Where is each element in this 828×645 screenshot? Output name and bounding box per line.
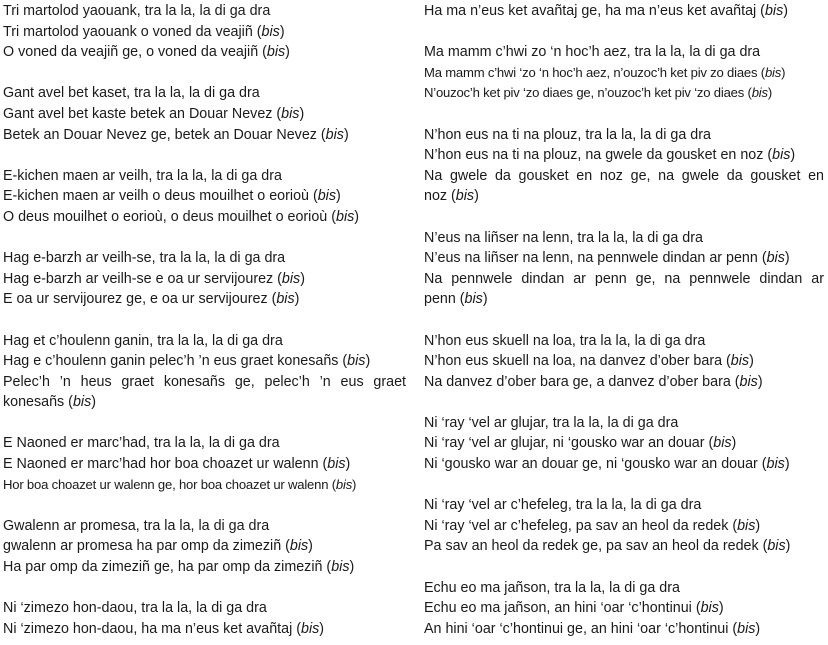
lyric-line — [424, 42, 824, 63]
stanza-gap — [3, 228, 406, 249]
lyric-text: gwalenn ar promesa ha par omp da zimeziñ — [3, 538, 282, 555]
lyric-line: Gant avel bet kaste betek an Douar Nevez (bis) — [3, 105, 305, 122]
lyric-text: noz — [424, 188, 448, 205]
lyric-line: Ni ‘gousko war an douar ge, ni ‘gousko war an douar (bis) — [424, 456, 790, 473]
lyric-line — [424, 331, 824, 352]
bis-marker: bis — [751, 85, 768, 101]
stanza-gap — [424, 104, 824, 125]
bis-marker: bis — [700, 600, 719, 617]
lyrics-column-left — [3, 1, 406, 639]
lyric-line: E Naoned er marc’had hor boa choazet ur walenn (bis) — [3, 456, 351, 473]
lyric-line: Hag e c’houlenn ganin pelec’h ’n eus graet konesañs (bis) — [3, 353, 371, 370]
lyric-line: Ha ma n’eus ket avañtaj ge, ha ma n’eus ket avañtaj (bis) — [424, 3, 788, 19]
lyric-line: noz (bis) — [424, 188, 479, 205]
bis-marker: bis — [739, 373, 758, 390]
lyric-line — [3, 166, 406, 187]
lyric-line — [3, 598, 406, 619]
lyric-text: Gwalenn ar promesa, tra la la, la di ga dra — [3, 517, 270, 534]
stanza — [3, 166, 406, 228]
stanza — [424, 42, 824, 104]
bis-marker: bis — [730, 353, 750, 370]
lyric-line: N’hon eus skuell na loa, na danvez d’ober bara (bis) — [424, 353, 754, 370]
bis-marker: bis — [261, 23, 280, 40]
bis-marker: bis — [737, 517, 756, 534]
lyric-line — [424, 578, 824, 599]
lyric-line — [424, 269, 824, 290]
lyric-text: Hor boa choazet ur walenn ge, hor boa choazet ur walenn — [3, 476, 329, 492]
lyric-line: Pa sav an heol da redek ge, pa sav an heol da redek (bis) — [424, 538, 791, 555]
stanza — [3, 516, 406, 578]
lyric-text: Echu eo ma jañson, an hini ‘oar ‘c’hontinui — [424, 600, 692, 617]
lyric-line — [3, 331, 406, 352]
stanza — [3, 331, 406, 413]
lyric-line: Betek an Douar Nevez ge, betek an Douar Nevez (bis) — [3, 126, 349, 143]
lyric-text: N’eus na liñser na lenn, tra la la, la di ga dra — [424, 229, 703, 246]
stanza-gap — [424, 392, 824, 413]
stanza — [3, 433, 406, 495]
bis-marker: bis — [335, 476, 353, 492]
lyric-text: N’eus na liñser na lenn, na pennwele dindan ar penn — [424, 250, 758, 267]
lyrics-column-right — [424, 1, 824, 639]
stanza — [3, 83, 406, 145]
lyric-line — [3, 83, 406, 104]
lyric-text: penn — [424, 291, 456, 308]
lyric-text: Hag e-barzh ar veilh-se, tra la la, la di ga dra — [3, 250, 286, 267]
bis-marker: bis — [301, 620, 320, 637]
lyric-text: Na pennwele dindan ar penn ge, na pennwele dindan ar — [424, 270, 824, 287]
lyric-text: Ni ‘ray ‘vel ar c’hefeleg, pa sav an heol da redek — [424, 517, 729, 534]
stanza-gap — [3, 63, 406, 84]
lyric-line: konesañs (bis) — [3, 394, 96, 411]
bis-marker: bis — [772, 147, 791, 164]
bis-marker: bis — [764, 3, 784, 19]
lyric-line: An hini ‘oar ‘c’hontinui ge, an hini ‘oar ‘c’hontinui (bis) — [424, 620, 761, 637]
bis-marker: bis — [276, 291, 295, 308]
lyric-text: Echu eo ma jañson, tra la la, la di ga dra — [424, 579, 680, 596]
stanza-gap — [3, 310, 406, 331]
lyric-line: Hor boa choazet ur walenn ge, hor boa choazet ur walenn (bis) — [3, 476, 357, 492]
stanza — [424, 495, 824, 557]
stanza-gap — [3, 578, 406, 599]
lyric-text: Hag et c’houlenn ganin, tra la la, la di ga dra — [3, 332, 283, 349]
bis-marker: bis — [767, 538, 786, 555]
bis-marker: bis — [766, 250, 785, 267]
lyric-text: Tri martolod yaouank, tra la la, la di ga dra — [3, 3, 271, 19]
lyric-text: Hag e c’houlenn ganin pelec’h ’n eus graet konesañs — [3, 353, 339, 370]
lyric-text: N’hon eus skuell na loa, tra la la, la di ga dra — [424, 332, 706, 349]
lyric-line — [424, 228, 824, 249]
lyric-text: Tri martolod yaouank o voned da veajiñ — [3, 23, 253, 40]
lyric-line — [424, 125, 824, 146]
bis-marker: bis — [766, 456, 785, 473]
lyric-line: E-kichen maen ar veilh o deus mouilhet o eorioù (bis) — [3, 188, 341, 205]
lyric-text: E-kichen maen ar veilh o deus mouilhet o eorioù — [3, 188, 309, 205]
lyric-text: Ma mamm c’hwi ‘zo ‘n hoc’h aez, n’ouzoc’h ket piv zo diaes — [424, 64, 758, 80]
lyric-text: Na gwele da gousket en noz ge, na gwele da gousket en — [424, 167, 824, 184]
lyric-text: Gant avel bet kaste betek an Douar Nevez — [3, 105, 273, 122]
bis-marker: bis — [347, 353, 366, 370]
lyric-text: N’hon eus skuell na loa, na danvez d’ober bara — [424, 353, 723, 370]
lyric-text: Ni ‘ray ‘vel ar glujar, ni ‘gousko war an douar — [424, 435, 705, 452]
stanza-gap — [3, 495, 406, 516]
lyric-text: O deus mouilhet o eorioù, o deus mouilhet o eorioù — [3, 208, 328, 225]
lyric-line: Ma mamm c’hwi ‘zo ‘n hoc’h aez, n’ouzoc’h ket piv zo diaes (bis) — [424, 64, 786, 80]
bis-marker: bis — [281, 270, 301, 287]
lyric-line — [3, 248, 406, 269]
lyric-line: Ha par omp da zimeziñ ge, ha par omp da zimeziñ (bis) — [3, 559, 355, 576]
stanza — [424, 578, 824, 640]
bis-marker: bis — [289, 538, 309, 555]
stanza-gap — [424, 310, 824, 331]
stanza-gap — [424, 22, 824, 43]
lyric-line: N’ouzoc’h ket piv ‘zo diaes ge, n’ouzoc’h ket piv ‘zo diaes (bis) — [424, 85, 773, 101]
lyric-line: N’eus na liñser na lenn, na pennwele dindan ar penn (bis) — [424, 250, 790, 267]
bis-marker: bis — [764, 64, 782, 80]
stanza — [424, 413, 824, 475]
lyric-text: An hini ‘oar ‘c’hontinui ge, an hini ‘oar ‘c’hontinui — [424, 620, 729, 637]
lyric-text: Pelec’h ’n heus graet konesañs ge, pelec’h ’n eus graet — [3, 373, 406, 390]
lyric-text: Pa sav an heol da redek ge, pa sav an heol da redek — [424, 538, 759, 555]
bis-marker: bis — [281, 105, 300, 122]
lyric-line: penn (bis) — [424, 291, 488, 308]
lyric-text: Betek an Douar Nevez ge, betek an Douar Nevez — [3, 126, 317, 143]
lyric-line: Hag e-barzh ar veilh-se e oa ur servijourez (bis) — [3, 270, 305, 287]
bis-marker: bis — [713, 435, 732, 452]
lyric-text: N’hon eus na ti na plouz, na gwele da gousket en noz — [424, 147, 764, 164]
bis-marker: bis — [464, 291, 483, 308]
bis-marker: bis — [72, 394, 92, 411]
lyric-line — [424, 166, 824, 187]
stanza — [424, 125, 824, 207]
stanza — [3, 248, 406, 310]
lyric-line: E oa ur servijourez ge, e oa ur servijourez (bis) — [3, 291, 300, 308]
lyric-text: E oa ur servijourez ge, e oa ur servijourez — [3, 291, 268, 308]
lyric-line: Ni ‘zimezo hon-daou, ha ma n’eus ket avañtaj (bis) — [3, 620, 325, 637]
lyric-text: konesañs — [3, 394, 65, 411]
lyric-line: O deus mouilhet o eorioù, o deus mouilhet o eorioù (bis) — [3, 208, 360, 225]
stanza-gap — [3, 413, 406, 434]
lyric-text: E-kichen maen ar veilh, tra la la, la di ga dra — [3, 167, 282, 184]
lyric-text: Gant avel bet kaset, tra la la, la di ga dra — [3, 85, 260, 102]
bis-marker: bis — [317, 188, 336, 205]
lyric-text: Ha par omp da zimeziñ ge, ha par omp da zimeziñ — [3, 559, 323, 576]
bis-marker: bis — [737, 620, 756, 637]
stanza — [3, 1, 406, 63]
lyric-line: Ni ‘ray ‘vel ar c’hefeleg, pa sav an heol da redek (bis) — [424, 517, 761, 534]
lyric-line — [3, 1, 406, 22]
bis-marker: bis — [336, 208, 355, 225]
lyric-text: Na danvez d’ober bara ge, a danvez d’ober bara — [424, 373, 731, 390]
lyric-text: Ni ‘zimezo hon-daou, tra la la, la di ga dra — [3, 600, 267, 617]
bis-marker: bis — [455, 188, 475, 205]
lyric-text: Hag e-barzh ar veilh-se e oa ur servijourez — [3, 270, 274, 287]
lyric-text: N’ouzoc’h ket piv ‘zo diaes ge, n’ouzoc’h ket piv ‘zo diaes — [424, 85, 745, 101]
lyric-text: Ni ‘ray ‘vel ar glujar, tra la la, la di ga dra — [424, 414, 679, 431]
lyric-line: gwalenn ar promesa ha par omp da zimeziñ (bis) — [3, 538, 313, 555]
stanza-gap — [3, 145, 406, 166]
lyric-line: Ni ‘ray ‘vel ar glujar, ni ‘gousko war an douar (bis) — [424, 435, 737, 452]
stanza-gap — [424, 475, 824, 496]
lyric-line: N’hon eus na ti na plouz, na gwele da gousket en noz (bis) — [424, 147, 796, 164]
lyric-text: E Naoned er marc’had, tra la la, la di ga dra — [3, 435, 280, 452]
lyric-line — [424, 495, 824, 516]
stanza — [424, 331, 824, 393]
lyric-text: O voned da veajiñ ge, o voned da veajiñ — [3, 44, 259, 61]
lyric-line: O voned da veajiñ ge, o voned da veajiñ (bis) — [3, 44, 290, 61]
lyric-line: Na danvez d’ober bara ge, a danvez d’ober bara (bis) — [424, 373, 763, 390]
lyric-line — [3, 433, 406, 454]
lyric-text: Ma mamm c’hwi zo ‘n hoc’h aez, tra la la, la di ga dra — [424, 44, 761, 61]
bis-marker: bis — [325, 126, 344, 143]
bis-marker: bis — [266, 44, 286, 61]
lyric-line: Tri martolod yaouank o voned da veajiñ (bis) — [3, 23, 285, 40]
bis-marker: bis — [331, 559, 350, 576]
stanza — [3, 598, 406, 639]
lyric-text: Ha ma n’eus ket avañtaj ge, ha ma n’eus ket avañtaj — [424, 3, 757, 19]
lyric-text: N’hon eus na ti na plouz, tra la la, la di ga dra — [424, 126, 711, 143]
lyric-line — [424, 413, 824, 434]
lyric-text: E Naoned er marc’had hor boa choazet ur walenn — [3, 456, 319, 473]
stanza-gap — [424, 207, 824, 228]
lyric-text: Ni ‘ray ‘vel ar c’hefeleg, tra la la, la di ga dra — [424, 497, 702, 514]
lyric-line — [3, 516, 406, 537]
lyric-line: Echu eo ma jañson, an hini ‘oar ‘c’hontinui (bis) — [424, 600, 724, 617]
bis-marker: bis — [327, 456, 346, 473]
stanza — [424, 1, 824, 22]
stanza-gap — [424, 557, 824, 578]
lyric-text: Ni ‘zimezo hon-daou, ha ma n’eus ket avañtaj — [3, 620, 293, 637]
lyric-text: Ni ‘gousko war an douar ge, ni ‘gousko war an douar — [424, 456, 758, 473]
stanza — [424, 228, 824, 310]
lyric-line — [3, 372, 406, 393]
